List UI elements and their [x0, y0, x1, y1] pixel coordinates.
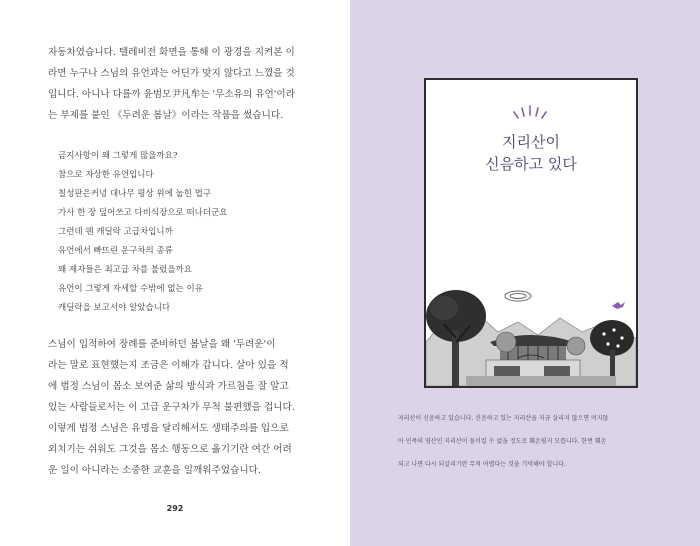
poem-line: 참으로 자상한 유언입니다	[58, 170, 154, 180]
illustration-caption	[398, 407, 660, 476]
illustration-art	[426, 80, 636, 386]
bush-icon	[567, 337, 585, 355]
poem-line: 그런데 웬 캐딜락 고급차입니까	[58, 227, 173, 237]
poem-quote	[58, 147, 308, 318]
poem-line: 유언에서 빠뜨린 운구차의 종류	[58, 246, 173, 256]
poem-line: 칠성판은커녕 대나무 평상 위에 눕힌 법구	[58, 189, 212, 199]
paragraph-2	[48, 334, 310, 481]
text-line: 에 법정 스님이 몸소 보여준 삶의 방식과 가르침을 잘 알고	[48, 381, 289, 392]
poem-line: 캐딜락을 보고서야 알았습니다	[58, 303, 171, 313]
text-line: 라는 말로 표현했는지 조금은 이해가 갑니다. 살아 있을 적	[48, 360, 289, 371]
paragraph-1	[48, 42, 310, 126]
illustration-frame	[424, 78, 638, 388]
bush-icon	[496, 332, 516, 352]
poem-line: 유언이 그렇게 자세할 수밖에 없는 이유	[58, 284, 203, 294]
text-line: 자동차였습니다. 텔레비전 화면을 통해 이 광경을 지켜본 이	[48, 47, 295, 58]
text-line: 는 부제를 붙인 《두려운 봄날》이라는 작품을 썼습니다.	[48, 110, 284, 121]
poem-line: 가사 한 장 덮어쓰고 다비식장으로 떠나더군요	[58, 208, 228, 218]
caption-line: 지리산이 신음하고 있습니다. 신음하고 있는 지리산을 지금 살리지 않으면 머지않	[398, 415, 609, 422]
page-number: 292	[166, 504, 184, 513]
illustration-title-line-1: 지리산이	[502, 133, 560, 151]
poem-line: 금지사항이 왜 그렇게 많을까요?	[58, 151, 178, 161]
stone-wall	[466, 376, 616, 386]
text-line: 운 일이 아니라는 소중한 교훈을 일깨워주었습니다.	[48, 465, 261, 476]
text-line: 이렇게 법정 스님은 유명을 달리해서도 생태주의를 입으로	[48, 423, 289, 434]
bird-icon	[612, 302, 625, 309]
text-line: 입니다. 아니나 다를까 윤범모尹凡牟는 '무소유의 유언'이라	[48, 89, 295, 100]
text-line: 있는 사람들로서는 이 고급 운구차가 무척 불편했을 겁니다.	[48, 402, 295, 413]
text-line: 스님이 입적하여 장례를 준비하던 봄날을 왜 '두려운'이	[48, 339, 276, 350]
caption-line: 되고 나면 다시 되살리기란 무척 어렵다는 것을 기억해야 합니다.	[398, 461, 566, 468]
sun-rays-icon	[514, 106, 546, 118]
caption-line: 아 민족의 영산인 지리산이 돌이킬 수 없을 정도로 훼손될지 모릅니다. 한번 훼손	[398, 438, 607, 445]
poem-line: 왜 제자들은 최고급 차를 불렀을까요	[58, 265, 192, 275]
cloud-icon	[505, 291, 531, 301]
text-line: 외치기는 쉬워도 그것을 몸소 행동으로 옮기기란 여간 어려	[48, 444, 292, 455]
illustration-title-line-2: 신음하고 있다	[485, 155, 577, 173]
text-line: 라면 누구나 스님의 유언과는 어딘가 맞지 않다고 느꼈을 것	[48, 68, 295, 79]
